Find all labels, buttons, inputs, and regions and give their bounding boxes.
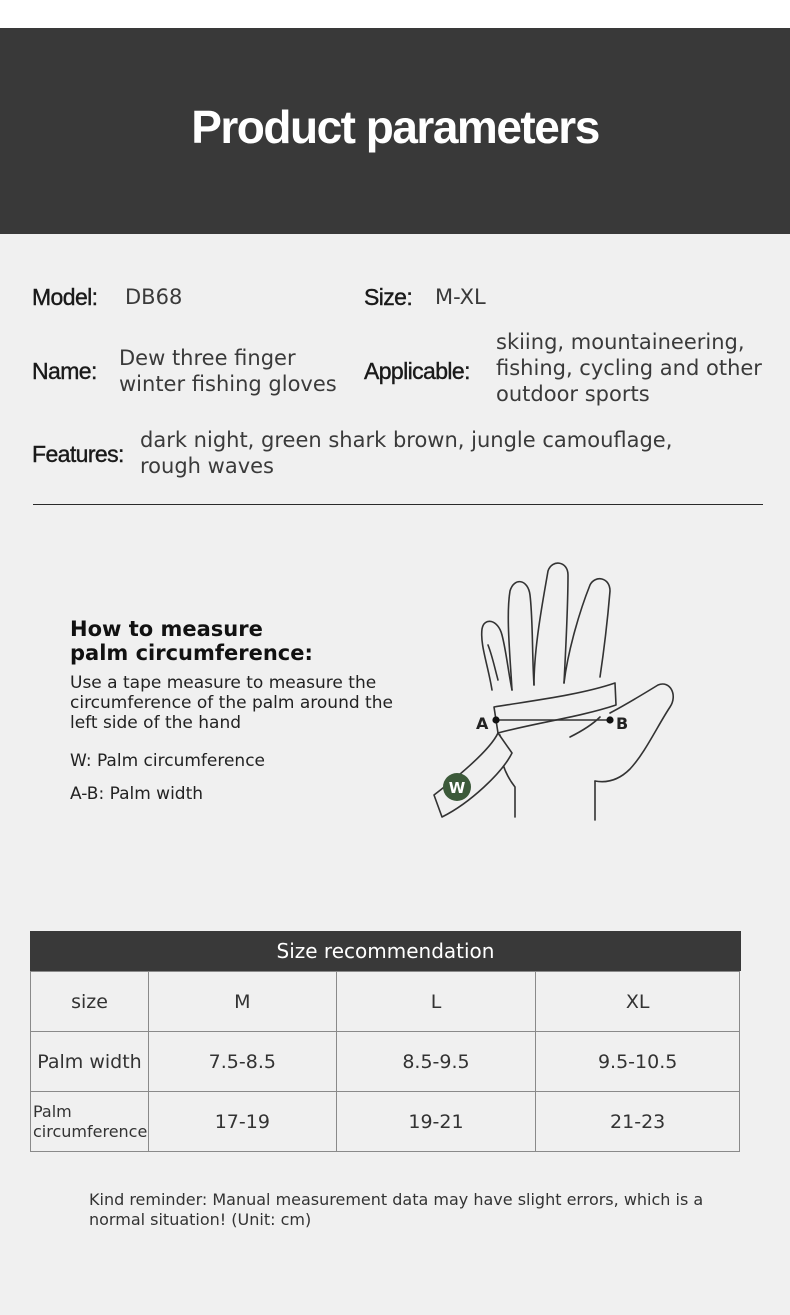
point-b-icon [606,716,613,723]
applicable-line-2: fishing, cycling and other [496,356,762,380]
size-table [30,971,740,1152]
table-header-cell: L [336,972,536,1032]
model-value: DB68 [125,285,183,309]
name-line-1: Dew three finger [119,346,296,370]
features-line-2: rough waves [140,454,274,478]
row-label-palm-circumference [31,1092,149,1152]
howto-desc-line-3: left side of the hand [70,713,242,733]
label-b: B [616,714,629,733]
size-label: Size: [364,284,413,310]
name-value [119,345,337,397]
ab-note: A-B: Palm width [70,784,204,804]
label-a: A [476,714,489,733]
applicable-value [496,329,762,407]
table-cell: 17-19 [148,1092,336,1152]
table-cell: 9.5-10.5 [536,1032,740,1092]
model-label: Model: [32,284,98,310]
table-cell: 19-21 [336,1092,536,1152]
name-label: Name: [32,358,97,384]
applicable-label: Applicable: [364,358,470,384]
size-table-title: Size recommendation [30,931,741,971]
label-w: W [448,779,466,797]
name-line-2: winter fishing gloves [119,372,337,396]
howto-title-line-2: palm circumference: [70,641,313,665]
point-a-icon [492,716,499,723]
w-note: W: Palm circumference [70,751,266,771]
table-header-cell: XL [536,972,740,1032]
top-strip [0,0,790,28]
hand-outline-icon [482,563,674,820]
table-cell: 21-23 [536,1092,740,1152]
table-header-cell: size [31,972,149,1032]
table-row [31,1092,740,1152]
howto-title [70,617,313,665]
table-header-cell: M [148,972,336,1032]
howto-title-line-1: How to measure [70,617,263,641]
applicable-line-3: outdoor sports [496,382,650,406]
reminder-line-1: Kind reminder: Manual measurement data may have slight errors, which is a [89,1190,704,1209]
table-cell: 8.5-9.5 [336,1032,536,1092]
features-value [140,427,672,479]
row-label-line-2: circumference [33,1121,148,1141]
hand-measure-diagram [420,555,690,835]
table-row [31,1032,740,1092]
size-value: M-XL [435,285,486,309]
features-label: Features: [32,441,124,467]
howto-desc-line-1: Use a tape measure to measure the [70,673,377,693]
reminder-line-2: normal situation! (Unit: cm) [89,1210,312,1229]
table-cell: 7.5-8.5 [148,1032,336,1092]
row-label-palm-width: Palm width [31,1032,149,1092]
howto-desc-line-2: circumference of the palm around the [70,693,393,713]
features-line-1: dark night, green shark brown, jungle camouflage, [140,428,673,452]
section-divider [33,504,763,505]
howto-description [70,673,393,733]
page-title: Product parameters [191,101,599,153]
kind-reminder [89,1190,729,1230]
row-label-line-1: Palm [33,1101,72,1121]
table-header-row [31,972,740,1032]
applicable-line-1: skiing, mountaineering, [496,330,745,354]
